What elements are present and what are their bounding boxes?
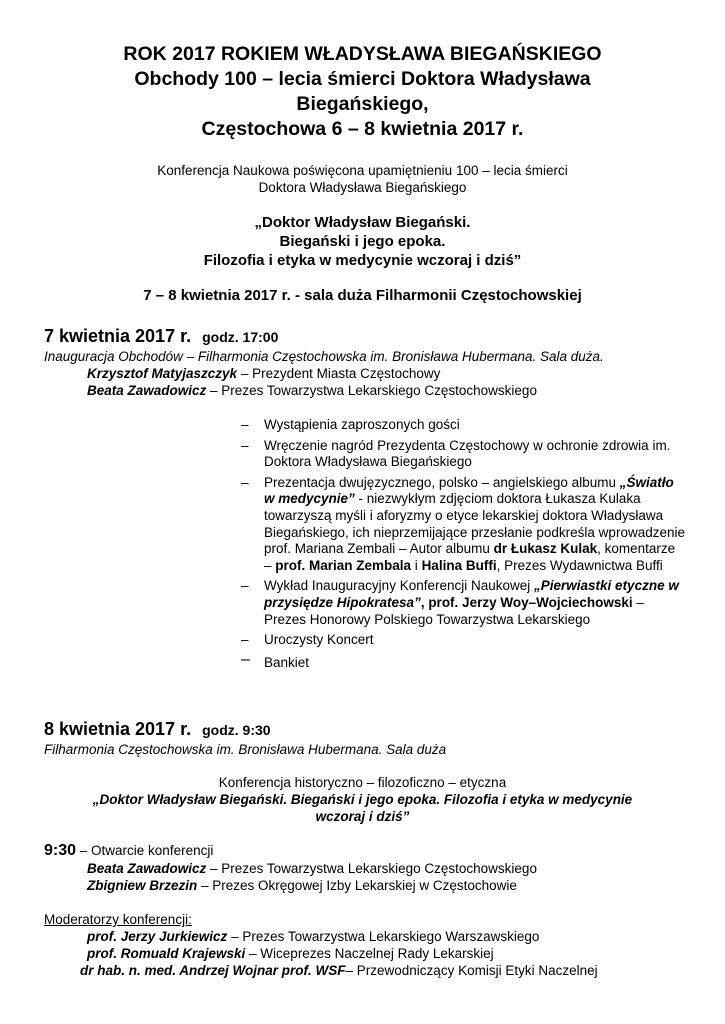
intro-line-1: Konferencja Naukowa poświęcona upamiętnieniu 100 – lecia śmierci [157,163,568,178]
person-role: – Prezes Towarzystwa Lekarskiego Częstochowskiego [206,383,537,398]
author-name: dr Łukasz Kulak [493,541,598,557]
header-line-1: ROK 2017 ROKIEM WŁADYSŁAWA BIEGAŃSKIEGO [123,43,602,65]
person-role: – Wiceprezes Naczelnej Rady Lekarskiej [245,946,494,961]
person-name: prof. Jerzy Jurkiewicz [87,929,228,944]
moderators-label: Moderatorzy konferencji: [44,912,192,927]
opening-text: – Otwarcie konferencji [76,843,214,858]
person-name: dr hab. n. med. Andrzej Wojnar prof. WSF [80,963,346,978]
program-item-text: , komentarze – [264,541,676,573]
person-name: Krzysztof Matyjaszczyk [87,366,238,381]
program-item-text: , Prezes Wydawnictwa Buffi [496,557,663,573]
theme-line-2: Biegański i jego epoka. [279,233,446,250]
program-item-text: Wystąpienia zaproszonych gości [264,417,460,432]
person-name: Beata Zawadowicz [87,861,207,876]
document-header [40,42,685,142]
intro-line-2: Doktora Władysława Biegańskiego [258,180,467,195]
intro [40,162,685,196]
moderator-3 [80,962,598,979]
program-item-text: Bankiet [264,654,310,670]
day2-opener-2 [87,877,517,894]
header-line-4: Częstochowa 6 – 8 kwietnia 2017 r. [201,118,524,140]
program-item-text: Wręczenie nagród Prezydenta Częstochowy w ochronie zdrowia im. Doktora Władysława Biegańskiego [264,437,671,470]
program-item [240,632,685,649]
day1-program-list [240,417,685,675]
program-item-text: – Prezes Honorowy Polskiego Towarzystwa Lekarskiego [264,594,644,627]
conference-title-line-2: wczoraj i dziś” [315,809,410,824]
program-item [240,475,685,575]
dash-marker: – [241,417,249,432]
venue-line: 7 – 8 kwietnia 2017 r. - sala duża Filharmonii Częstochowskiej [143,287,582,304]
program-item [240,578,685,628]
person-name: prof. Romuald Krajewski [87,946,246,961]
program-item-text: - niezwykłym zdjęciom doktora Łukasza Kulaka towarzyszą myśli i aforyzmy o etyce lekarskiej doktora Władysława Biegańskiego, ich nieprzemijające przesłanie podkreśla wprowadzenie prof. Mariana Zembali – Autor albumu [264,491,685,557]
day2-opening [44,842,213,859]
person-role: – Prezes Towarzystwa Lekarskiego Częstochowskiego [206,861,537,876]
person-name: Beata Zawadowicz [87,383,207,398]
day1-heading [44,326,278,347]
person-role: – Prezes Okręgowej Izby Lekarskiej w Częstochowie [197,878,517,893]
dash-marker: – [241,437,249,453]
theme-line-1: „Doktor Władysław Biegański. [254,214,471,231]
album-title: „Światło w medycynie” [264,474,674,507]
program-item [240,438,685,471]
day2-hour: godz. 9:30 [202,722,271,738]
program-item-text: i [411,557,422,573]
program-item-text: Uroczysty Koncert [264,632,374,648]
dash-marker: – [241,650,250,668]
conference-title-line-1: „Doktor Władysław Biegański. Biegański i jego epoka. Filozofia i etyka w medycynie [92,792,633,807]
day2-subtitle: Filharmonia Częstochowska im. Bronisława Hubermana. Sala duża [44,742,447,757]
day2-conference-title [40,791,685,825]
day2-opener-1 [87,860,537,877]
commentator-name: prof. Marian Zembala [275,557,412,573]
moderator-1 [87,928,539,945]
dash-marker: – [241,632,249,648]
header-line-3: Biegańskiego, [296,93,429,115]
day1-hour: godz. 17:00 [202,329,279,345]
person-role: – Przewodniczący Komisji Etyki Naczelnej [345,963,598,978]
dash-marker: – [241,474,249,490]
lecture-title: „Pierwiastki etyczne w przysiędze Hipokratesa” [264,578,679,610]
lecturer-name: , prof. Jerzy Woy–Wojciechowski [420,594,633,610]
program-item-text: Wykład Inauguracyjny Konferencji Naukowej [264,578,535,594]
header-line-2: Obchody 100 – lecia śmierci Doktora Władysława [134,68,591,90]
day1-person-1 [87,365,440,382]
person-name: Zbigniew Brzezin [87,878,198,893]
program-item [240,417,685,434]
conference-theme [40,213,685,270]
day2-heading [44,719,271,740]
theme-line-3: Filozofia i etyka w medycynie wczoraj i dziś” [203,252,522,269]
person-role: – Prezydent Miasta Częstochowy [237,366,441,381]
day1-person-2 [87,382,537,399]
publisher-name: Halina Buffi [421,557,497,573]
day2-date: 8 kwietnia 2017 r. [44,719,192,739]
day1-subtitle: Inauguracja Obchodów – Filharmonia Częstochowska im. Bronisława Hubermana. Sala duża. [44,349,604,364]
person-role: – Prezes Towarzystwa Lekarskiego Warszawskiego [227,929,540,944]
moderator-2 [87,945,494,962]
opening-time: 9:30 [44,842,77,859]
day2-conference-line: Konferencja historyczno – filozoficzno – etyczna [218,775,507,790]
dash-marker: – [241,578,249,594]
program-item-text: Prezentacja dwujęzycznego, polsko – angielskiego albumu [264,474,620,490]
day1-date: 7 kwietnia 2017 r. [44,326,192,346]
program-item [240,650,685,672]
